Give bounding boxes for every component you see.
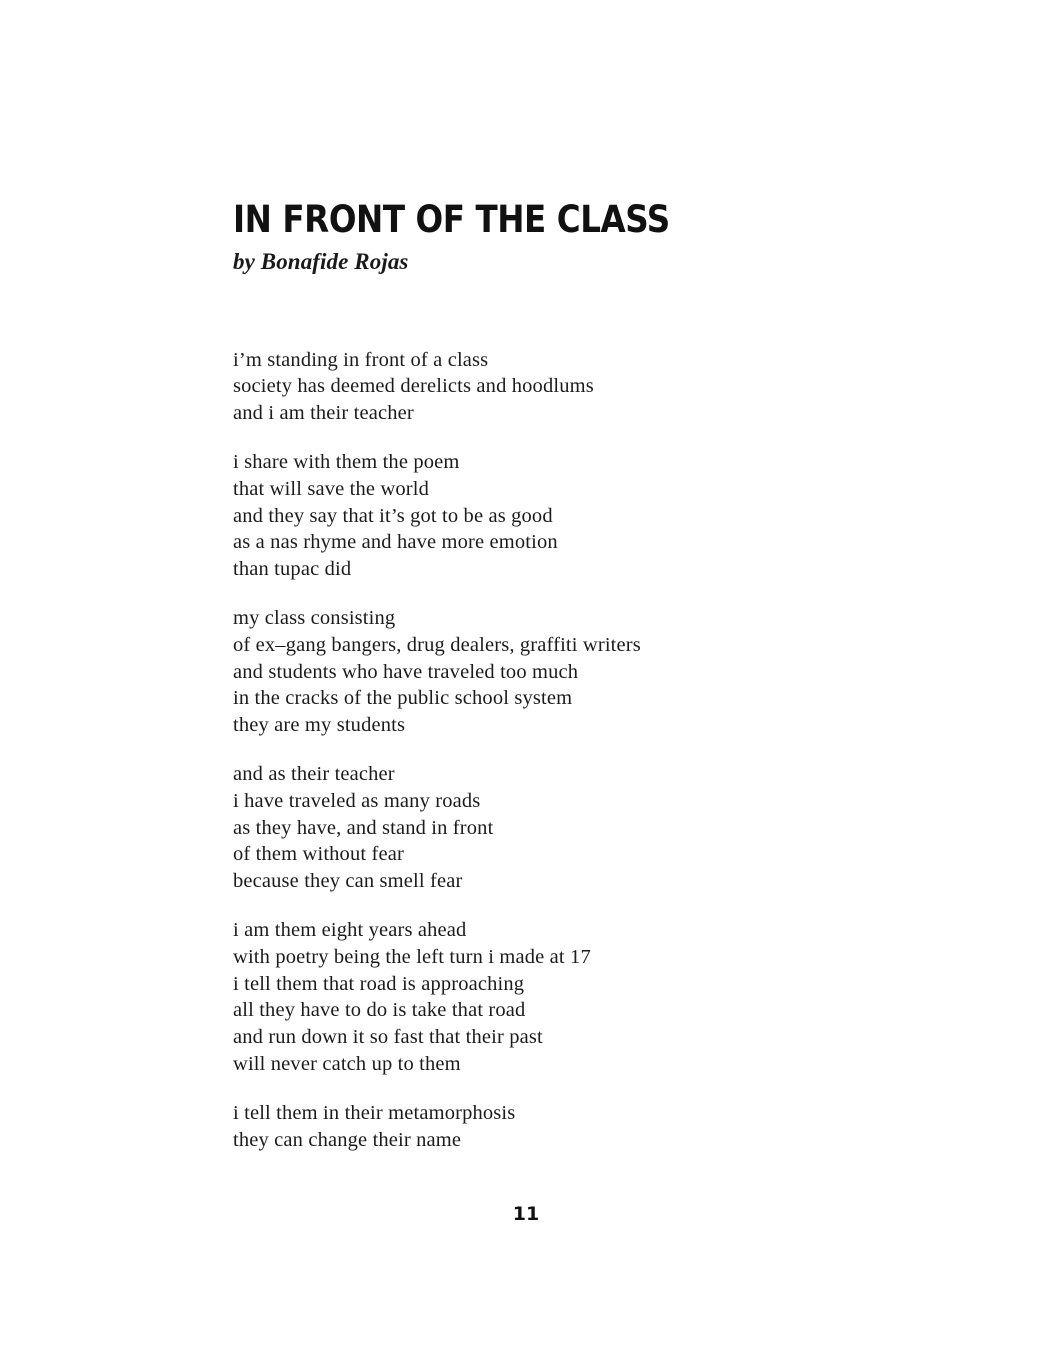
- poem-line: they can change their name: [233, 1128, 462, 1151]
- poem-line: with poetry being the left turn i made at 17: [233, 945, 591, 968]
- poem-line: that will save the world: [233, 477, 430, 500]
- page-title: IN FRONT OF THE CLASS: [233, 198, 670, 241]
- poem-line: than tupac did: [233, 558, 352, 581]
- poem-line: as they have, and stand in front: [233, 816, 494, 839]
- poem-line: because they can smell fear: [233, 870, 463, 893]
- poem-line: in the cracks of the public school system: [233, 687, 573, 710]
- poem-body: [233, 347, 853, 1154]
- poem-line: and as their teacher: [233, 763, 395, 786]
- poem-line: of ex–gang bangers, drug dealers, graffiti writers: [233, 633, 641, 656]
- author-byline: by Bonafide Rojas: [233, 248, 409, 274]
- poem-stanza: [233, 917, 853, 1078]
- poem-line: and run down it so fast that their past: [233, 1026, 543, 1049]
- poem-container: [233, 200, 853, 1153]
- poem-line: i am them eight years ahead: [233, 919, 467, 942]
- poem-line: society has deemed derelicts and hoodlums: [233, 375, 594, 398]
- poem-stanza: [233, 761, 853, 895]
- poem-stanza: [233, 347, 853, 427]
- poem-line: i share with them the poem: [233, 451, 460, 474]
- poem-line: i have traveled as many roads: [233, 789, 481, 812]
- poem-line: they are my students: [233, 714, 406, 737]
- poem-line: i tell them in their metamorphosis: [233, 1101, 516, 1124]
- poem-stanza: [233, 605, 853, 739]
- page-number: 11: [512, 1203, 540, 1225]
- poem-line: of them without fear: [233, 843, 404, 866]
- poem-stanza: [233, 1100, 853, 1154]
- poem-line: my class consisting: [233, 607, 396, 630]
- poem-line: will never catch up to them: [233, 1053, 461, 1076]
- poem-line: i’m standing in front of a class: [233, 348, 489, 371]
- poem-line: and they say that it’s got to be as good: [233, 504, 553, 527]
- poem-line: all they have to do is take that road: [233, 999, 526, 1022]
- poem-stanza: [233, 449, 853, 583]
- poem-line: as a nas rhyme and have more emotion: [233, 531, 558, 554]
- poem-line: and i am their teacher: [233, 402, 414, 425]
- poem-line: i tell them that road is approaching: [233, 972, 525, 995]
- poem-line: and students who have traveled too much: [233, 660, 579, 683]
